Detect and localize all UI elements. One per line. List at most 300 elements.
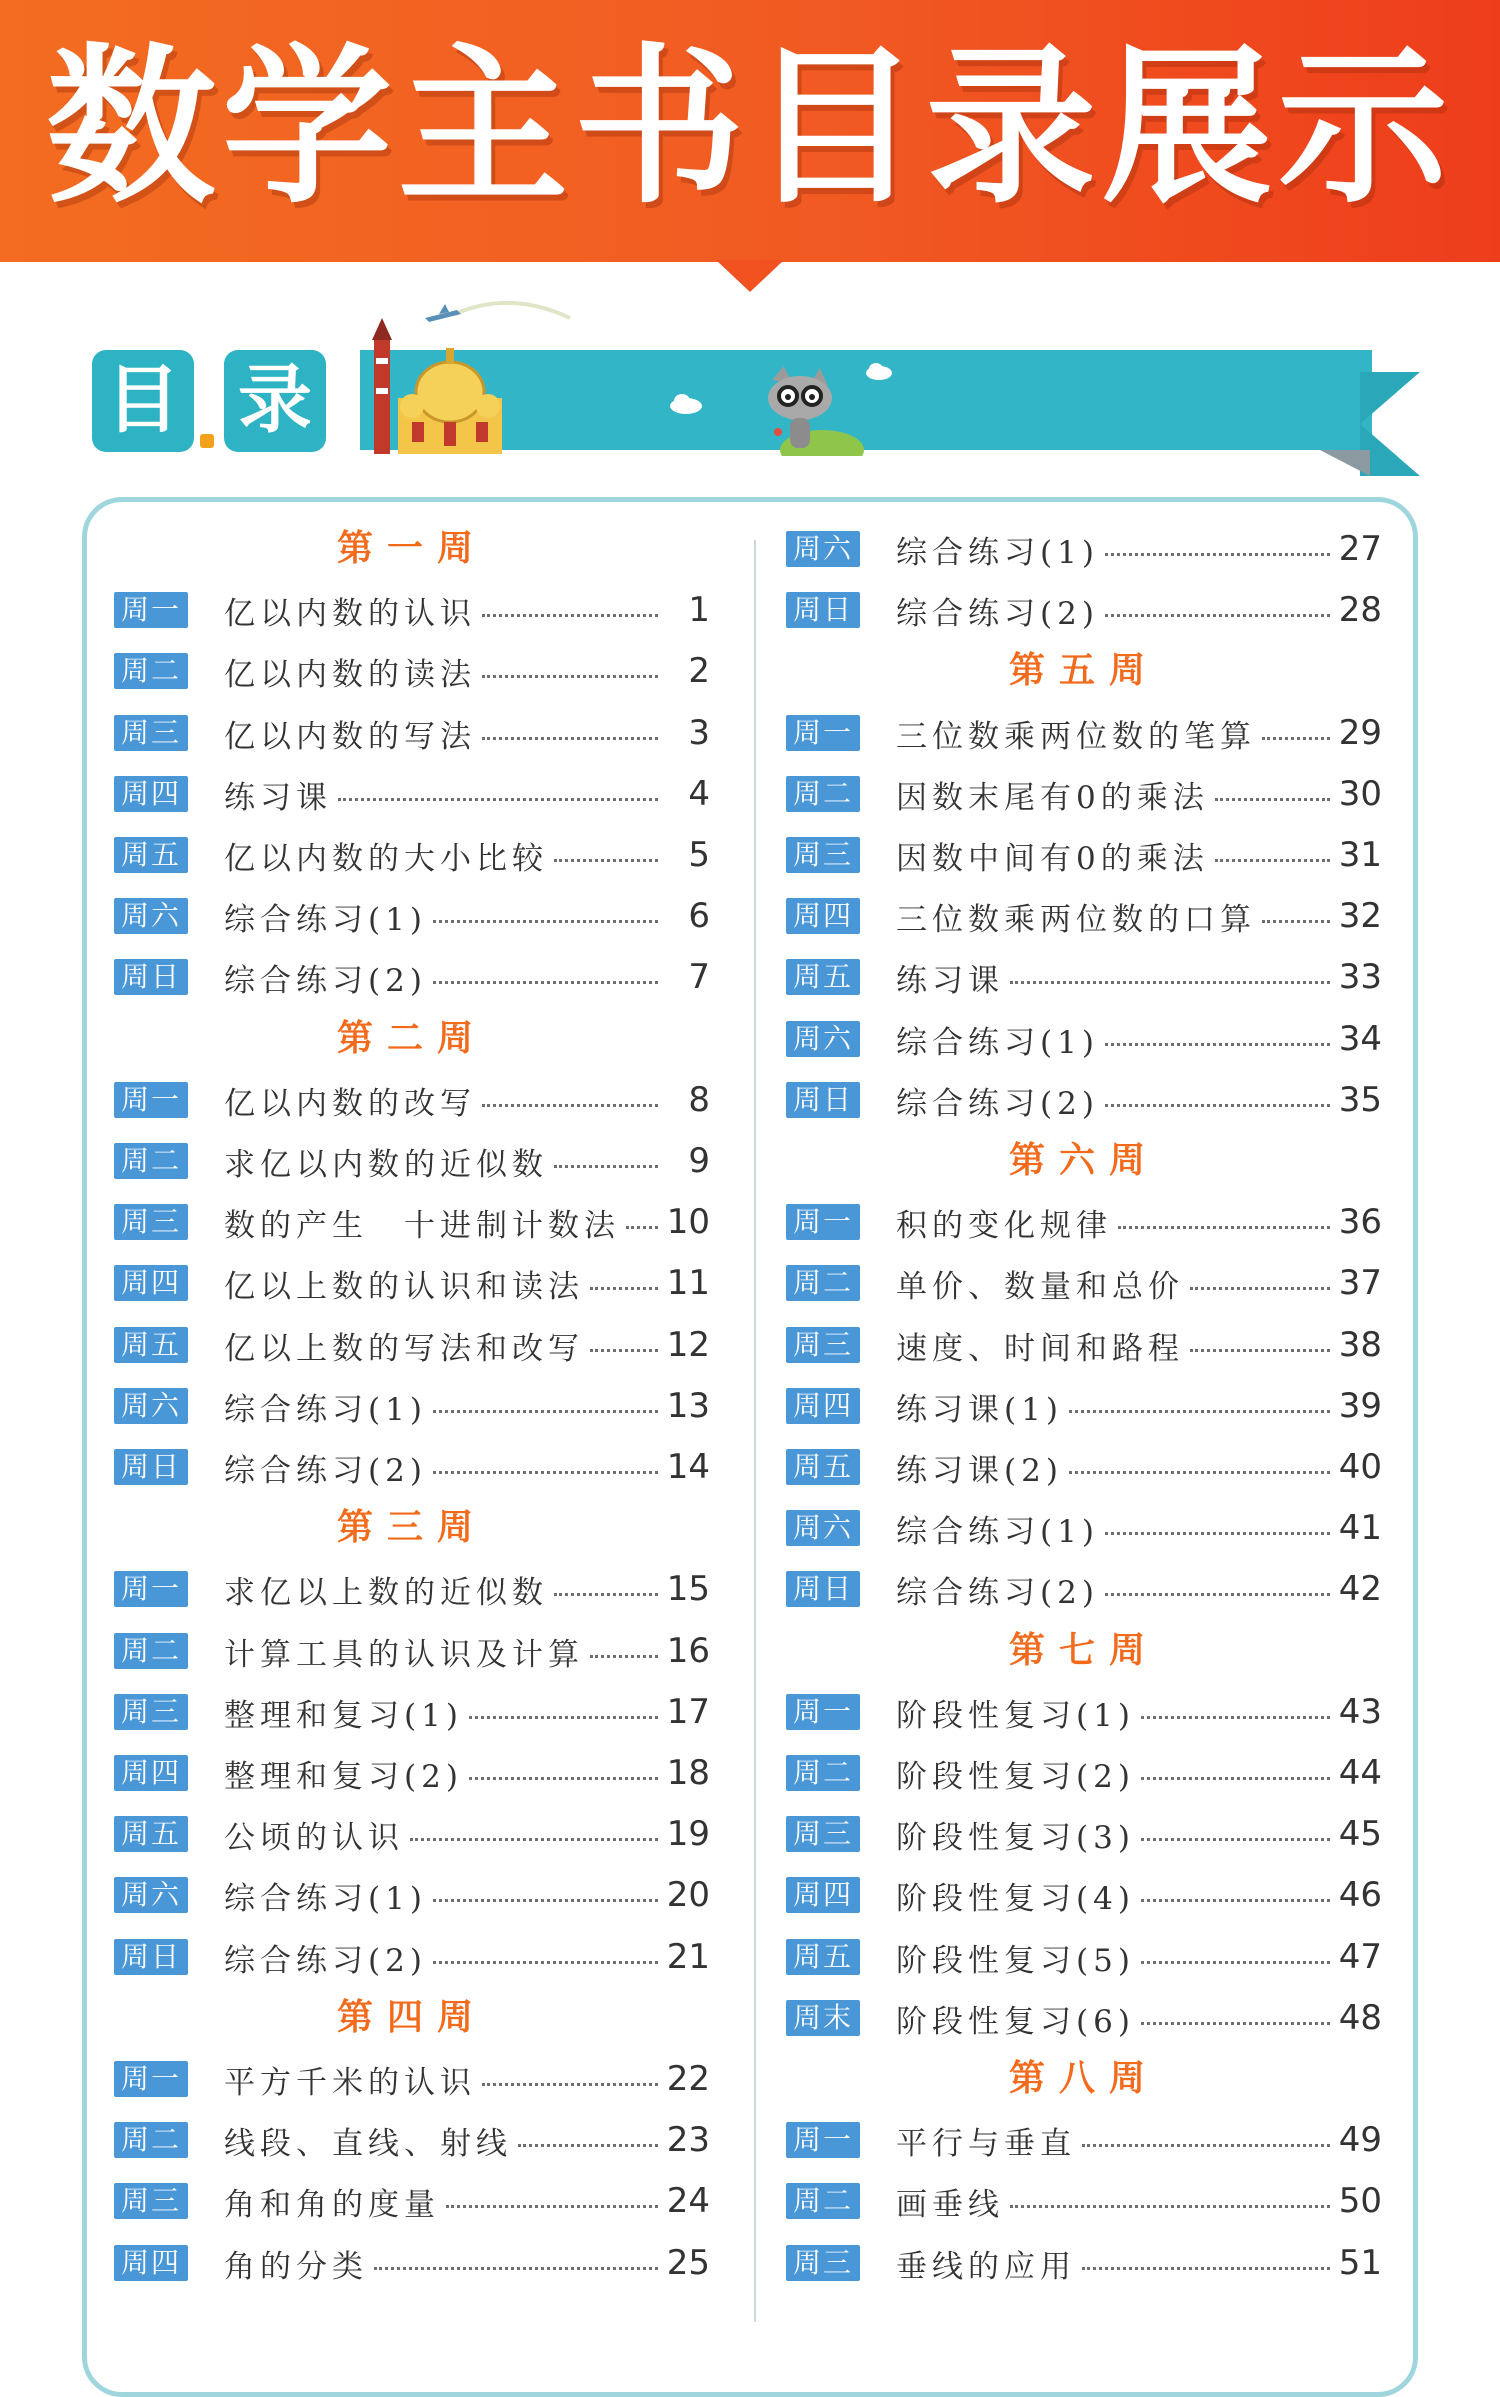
toc-entry <box>224 1567 710 1611</box>
lesson-title: 阶段性复习(4) <box>896 1880 1135 1917</box>
dot-leader <box>590 1287 658 1290</box>
lesson-title: 数的产生 十进制计数法 <box>224 1207 620 1244</box>
page-number: 15 <box>666 1569 710 1609</box>
toc-entry <box>896 711 1382 755</box>
lesson-title: 综合练习(2) <box>896 1574 1099 1611</box>
day-badge: 周日 <box>114 1939 188 1975</box>
toc-entry <box>896 527 1382 571</box>
page-number: 18 <box>666 1753 710 1793</box>
week-heading: 第二周 <box>336 1018 487 1059</box>
dot-leader <box>1010 2205 1330 2208</box>
week-heading: 第八周 <box>1008 2058 1159 2099</box>
lesson-title: 整理和复习(2) <box>224 1758 463 1795</box>
lesson-title: 速度、时间和路程 <box>896 1330 1184 1367</box>
day-badge: 周一 <box>786 2122 860 2158</box>
day-badge: 周六 <box>114 898 188 934</box>
toc-entry <box>224 833 710 877</box>
toc-row <box>114 1384 710 1428</box>
toc-entry <box>224 1323 710 1367</box>
toc-entry <box>896 1506 1382 1550</box>
dot-leader <box>1141 1716 1330 1719</box>
toc-entry <box>896 1935 1382 1979</box>
toc-entry <box>224 1261 710 1305</box>
lesson-title: 三位数乘两位数的笔算 <box>896 718 1256 755</box>
lesson-title: 阶段性复习(3) <box>896 1819 1135 1856</box>
lesson-title: 练习课(1) <box>896 1391 1063 1428</box>
lesson-title: 综合练习(2) <box>224 962 427 999</box>
dot-leader <box>554 1165 658 1168</box>
dot-leader <box>1105 1043 1330 1046</box>
page-number: 14 <box>666 1447 710 1487</box>
day-badge: 周四 <box>114 1265 188 1301</box>
toc-entry <box>896 833 1382 877</box>
lesson-title: 阶段性复习(5) <box>896 1942 1135 1979</box>
page-number: 22 <box>666 2059 710 2099</box>
toc-row <box>114 588 710 632</box>
page-number: 38 <box>1338 1325 1382 1365</box>
lesson-title: 亿以内数的改写 <box>224 1085 476 1122</box>
toc-row <box>114 1261 710 1305</box>
toc-entry <box>224 2179 710 2223</box>
week-heading: 第四周 <box>336 1997 487 2038</box>
day-badge: 周三 <box>786 1816 860 1852</box>
day-badge: 周六 <box>786 531 860 567</box>
dot-leader <box>1141 1777 1330 1780</box>
day-badge: 周五 <box>786 959 860 995</box>
toc-row <box>786 1261 1382 1305</box>
page-number: 17 <box>666 1692 710 1732</box>
mulu-dot <box>200 434 214 448</box>
page-number: 20 <box>666 1875 710 1915</box>
day-badge: 周三 <box>114 2183 188 2219</box>
dot-leader <box>1141 1899 1330 1902</box>
cloud-icon <box>864 362 894 380</box>
day-badge: 周五 <box>114 837 188 873</box>
toc-entry <box>896 588 1382 632</box>
toc-row <box>114 772 710 816</box>
lesson-title: 单价、数量和总价 <box>896 1268 1184 1305</box>
toc-row <box>114 711 710 755</box>
dot-leader <box>1190 1287 1330 1290</box>
toc-row <box>114 2179 710 2223</box>
toc-entry <box>896 2118 1382 2162</box>
page-number: 19 <box>666 1814 710 1854</box>
lesson-title: 综合练习(2) <box>224 1942 427 1979</box>
toc-row <box>114 2241 710 2285</box>
dot-leader <box>1141 1961 1330 1964</box>
page-number: 34 <box>1338 1019 1382 1059</box>
dot-leader <box>1262 920 1330 923</box>
lesson-title: 线段、直线、射线 <box>224 2125 512 2162</box>
day-badge: 周日 <box>786 1082 860 1118</box>
toc-entry <box>224 1812 710 1856</box>
day-badge: 周日 <box>114 959 188 995</box>
dot-leader <box>1190 1349 1330 1352</box>
dot-leader <box>590 1655 658 1658</box>
dot-leader <box>1141 2022 1330 2025</box>
toc-row <box>786 955 1382 999</box>
dot-leader <box>446 2205 658 2208</box>
lesson-title: 垂线的应用 <box>896 2248 1076 2285</box>
lesson-title: 阶段性复习(1) <box>896 1697 1135 1734</box>
day-badge: 周五 <box>786 1939 860 1975</box>
lesson-title: 整理和复习(1) <box>224 1697 463 1734</box>
dot-leader <box>1105 1593 1330 1596</box>
page-number: 11 <box>666 1263 710 1303</box>
lesson-title: 亿以内数的写法 <box>224 718 476 755</box>
toc-row <box>114 1200 710 1244</box>
page-number: 51 <box>1338 2243 1382 2283</box>
toc-entry <box>896 2241 1382 2285</box>
day-badge: 周六 <box>114 1877 188 1913</box>
page-number: 6 <box>688 896 710 936</box>
day-badge: 周五 <box>786 1449 860 1485</box>
dot-leader <box>1105 1104 1330 1107</box>
page-number: 31 <box>1338 835 1382 875</box>
lesson-title: 综合练习(2) <box>224 1452 427 1489</box>
toc-entry <box>896 1261 1382 1305</box>
page-number: 43 <box>1338 1692 1382 1732</box>
lesson-title: 练习课(2) <box>896 1452 1063 1489</box>
dot-leader <box>374 2267 658 2270</box>
page-number: 24 <box>666 2181 710 2221</box>
page-number: 3 <box>688 713 710 753</box>
lesson-title: 亿以内数的读法 <box>224 656 476 693</box>
lesson-title: 平行与垂直 <box>896 2125 1076 2162</box>
toc-row <box>114 2057 710 2101</box>
dot-leader <box>433 1410 658 1413</box>
toc-entry <box>224 649 710 693</box>
toc-entry <box>224 1445 710 1489</box>
toc-entry <box>896 1323 1382 1367</box>
toc-row <box>786 1690 1382 1734</box>
toc-entry <box>224 1139 710 1183</box>
day-badge: 周一 <box>786 1694 860 1730</box>
day-badge: 周三 <box>114 715 188 751</box>
dot-leader <box>338 798 658 801</box>
day-badge: 周二 <box>114 1143 188 1179</box>
page-number: 2 <box>688 651 710 691</box>
toc-entry <box>896 1200 1382 1244</box>
toc-row <box>786 1751 1382 1795</box>
mascot-illustration <box>752 366 864 456</box>
day-badge: 周三 <box>114 1204 188 1240</box>
day-badge: 周三 <box>786 2245 860 2281</box>
day-badge: 周四 <box>114 1755 188 1791</box>
dot-leader <box>469 1777 658 1780</box>
lesson-title: 亿以内数的认识 <box>224 595 476 632</box>
toc-entry <box>896 2179 1382 2223</box>
page-number: 50 <box>1338 2181 1382 2221</box>
dot-leader <box>1262 737 1330 740</box>
dot-leader <box>482 1104 658 1107</box>
lesson-title: 综合练习(1) <box>896 1513 1099 1550</box>
day-badge: 周四 <box>786 1388 860 1424</box>
day-badge: 周末 <box>786 2000 860 2036</box>
toc-entry <box>896 1384 1382 1428</box>
page-number: 27 <box>1338 529 1382 569</box>
dot-leader <box>469 1716 658 1719</box>
toc-entry <box>224 1751 710 1795</box>
day-badge: 周六 <box>786 1021 860 1057</box>
day-badge: 周二 <box>114 1633 188 1669</box>
page-number: 39 <box>1338 1386 1382 1426</box>
day-badge: 周日 <box>786 592 860 628</box>
lesson-title: 求亿以上数的近似数 <box>224 1574 548 1611</box>
toc-entry <box>896 1873 1382 1917</box>
dot-leader <box>1215 859 1330 862</box>
lesson-title: 因数中间有0的乘法 <box>896 840 1209 877</box>
toc-row <box>786 1812 1382 1856</box>
toc-row <box>786 1384 1382 1428</box>
lesson-title: 角和角的度量 <box>224 2186 440 2223</box>
dot-leader <box>590 1349 658 1352</box>
page-number: 46 <box>1338 1875 1382 1915</box>
lesson-title: 因数末尾有0的乘法 <box>896 779 1209 816</box>
toc-row <box>114 1935 710 1979</box>
toc-row <box>786 894 1382 938</box>
lesson-title: 阶段性复习(6) <box>896 2003 1135 2040</box>
day-badge: 周二 <box>786 2183 860 2219</box>
day-badge: 周三 <box>786 837 860 873</box>
lesson-title: 三位数乘两位数的口算 <box>896 901 1256 938</box>
lesson-title: 练习课 <box>896 962 1004 999</box>
toc-row <box>114 2118 710 2162</box>
page-number: 8 <box>688 1080 710 1120</box>
page-number: 40 <box>1338 1447 1382 1487</box>
lesson-title: 公顷的认识 <box>224 1819 404 1856</box>
toc-entry <box>224 1690 710 1734</box>
day-badge: 周五 <box>114 1816 188 1852</box>
day-badge: 周一 <box>114 1571 188 1607</box>
toc-entry <box>224 2118 710 2162</box>
dot-leader <box>482 2083 658 2086</box>
page-number: 35 <box>1338 1080 1382 1120</box>
toc-entry <box>896 1017 1382 1061</box>
toc-entry <box>224 711 710 755</box>
day-badge: 周六 <box>114 1388 188 1424</box>
toc-row <box>786 588 1382 632</box>
day-badge: 周四 <box>786 1877 860 1913</box>
page-number: 32 <box>1338 896 1382 936</box>
toc-row <box>114 1812 710 1856</box>
lesson-title: 亿以上数的认识和读法 <box>224 1268 584 1305</box>
toc-row <box>786 2241 1382 2285</box>
toc-entry <box>224 1873 710 1917</box>
page-number: 10 <box>666 1202 710 1242</box>
toc-row <box>114 1323 710 1367</box>
toc-entry <box>224 1384 710 1428</box>
page-number: 33 <box>1338 957 1382 997</box>
page-number: 9 <box>688 1141 710 1181</box>
lesson-title: 积的变化规律 <box>896 1207 1112 1244</box>
palace-illustration <box>368 318 508 454</box>
toc-row <box>786 2118 1382 2162</box>
lesson-title: 亿以上数的写法和改写 <box>224 1330 584 1367</box>
lesson-title: 亿以内数的大小比较 <box>224 840 548 877</box>
page-number: 44 <box>1338 1753 1382 1793</box>
day-badge: 周二 <box>114 2122 188 2158</box>
page-number: 21 <box>666 1937 710 1977</box>
dot-leader <box>482 614 658 617</box>
lesson-title: 计算工具的认识及计算 <box>224 1636 584 1673</box>
week-heading: 第一周 <box>336 528 487 569</box>
day-badge: 周四 <box>114 776 188 812</box>
day-badge: 周日 <box>786 1571 860 1607</box>
toc-row <box>114 1567 710 1611</box>
toc-entry <box>896 1567 1382 1611</box>
dot-leader <box>554 1593 658 1596</box>
dot-leader <box>554 859 658 862</box>
lesson-title: 画垂线 <box>896 2186 1004 2223</box>
dot-leader <box>433 920 658 923</box>
day-badge: 周二 <box>786 1755 860 1791</box>
dot-leader <box>1141 1838 1330 1841</box>
toc-row <box>786 1567 1382 1611</box>
dot-leader <box>433 1471 658 1474</box>
dot-leader <box>410 1838 658 1841</box>
toc-row <box>114 1078 710 1122</box>
toc-entry <box>896 1996 1382 2040</box>
lesson-title: 阶段性复习(2) <box>896 1758 1135 1795</box>
toc-entry <box>896 1690 1382 1734</box>
toc-row <box>786 1078 1382 1122</box>
column-divider <box>754 540 756 2322</box>
toc-row <box>114 1629 710 1673</box>
page-number: 48 <box>1338 1998 1382 2038</box>
toc-entry <box>896 894 1382 938</box>
day-badge: 周一 <box>114 1082 188 1118</box>
cloud-icon <box>668 392 704 414</box>
day-badge: 周四 <box>114 2245 188 2281</box>
toc-row <box>786 1017 1382 1061</box>
dot-leader <box>626 1226 658 1229</box>
day-badge: 周二 <box>786 1265 860 1301</box>
mulu-box-2: 录 <box>224 350 326 452</box>
toc-row <box>786 1323 1382 1367</box>
day-badge: 周一 <box>114 2061 188 2097</box>
page-number: 13 <box>666 1386 710 1426</box>
toc-entry <box>224 2241 710 2285</box>
dot-leader <box>482 737 658 740</box>
toc-entry <box>896 955 1382 999</box>
page-number: 45 <box>1338 1814 1382 1854</box>
week-heading: 第七周 <box>1008 1630 1159 1671</box>
toc-entry <box>224 772 710 816</box>
page-number: 23 <box>666 2120 710 2160</box>
toc-entry <box>896 1812 1382 1856</box>
toc-entry <box>896 1078 1382 1122</box>
page-number: 29 <box>1338 713 1382 753</box>
page-number: 49 <box>1338 2120 1382 2160</box>
page-number: 1 <box>688 590 710 630</box>
page-number: 47 <box>1338 1937 1382 1977</box>
lesson-title: 综合练习(1) <box>224 1391 427 1428</box>
day-badge: 周日 <box>114 1449 188 1485</box>
lesson-title: 角的分类 <box>224 2248 368 2285</box>
toc-row <box>114 894 710 938</box>
page-number: 5 <box>688 835 710 875</box>
page-number: 36 <box>1338 1202 1382 1242</box>
dot-leader <box>1105 614 1330 617</box>
dot-leader <box>1082 2267 1330 2270</box>
lesson-title: 综合练习(2) <box>896 595 1099 632</box>
week-heading: 第五周 <box>1008 650 1159 691</box>
toc-row <box>786 1873 1382 1917</box>
page-number: 37 <box>1338 1263 1382 1303</box>
week-heading: 第三周 <box>336 1507 487 1548</box>
toc-row <box>114 955 710 999</box>
dot-leader <box>1105 1532 1330 1535</box>
dot-leader <box>433 981 658 984</box>
day-badge: 周一 <box>786 1204 860 1240</box>
toc-row <box>786 1445 1382 1489</box>
toc-row <box>786 1996 1382 2040</box>
page-number: 41 <box>1338 1508 1382 1548</box>
lesson-title: 综合练习(1) <box>896 1024 1099 1061</box>
page-number: 25 <box>666 2243 710 2283</box>
toc-entry <box>896 1445 1382 1489</box>
toc-row <box>786 1935 1382 1979</box>
day-badge: 周三 <box>114 1694 188 1730</box>
dot-leader <box>1010 981 1330 984</box>
lesson-title: 综合练习(1) <box>224 901 427 938</box>
toc-row <box>114 1445 710 1489</box>
day-badge: 周三 <box>786 1327 860 1363</box>
toc-row <box>114 1873 710 1917</box>
day-badge: 周六 <box>786 1510 860 1546</box>
page-number: 42 <box>1338 1569 1382 1609</box>
mulu-box-1: 目 <box>92 350 194 452</box>
toc-row <box>786 2179 1382 2223</box>
lesson-title: 练习课 <box>224 779 332 816</box>
toc-row <box>114 649 710 693</box>
toc-row <box>114 833 710 877</box>
toc-entry <box>224 1200 710 1244</box>
dot-leader <box>1069 1471 1330 1474</box>
toc-row <box>786 772 1382 816</box>
toc-row <box>786 833 1382 877</box>
dot-leader <box>1082 2144 1330 2147</box>
toc-row <box>114 1751 710 1795</box>
toc-entry <box>224 1629 710 1673</box>
dot-leader <box>433 1899 658 1902</box>
lesson-title: 求亿以内数的近似数 <box>224 1146 548 1183</box>
toc-row <box>786 1506 1382 1550</box>
toc-row <box>114 1139 710 1183</box>
toc-entry <box>224 1935 710 1979</box>
toc-entry <box>896 772 1382 816</box>
dot-leader <box>1118 1226 1330 1229</box>
page-number: 16 <box>666 1631 710 1671</box>
toc-entry <box>224 588 710 632</box>
toc-entry <box>896 1751 1382 1795</box>
dot-leader <box>1105 553 1330 556</box>
toc-entry <box>224 1078 710 1122</box>
week-heading: 第六周 <box>1008 1140 1159 1181</box>
banner-notch <box>716 260 784 292</box>
day-badge: 周五 <box>114 1327 188 1363</box>
page-number: 7 <box>688 957 710 997</box>
toc-entry <box>224 955 710 999</box>
ribbon-fold <box>1320 450 1370 476</box>
toc-row <box>114 1690 710 1734</box>
toc-entry <box>224 2057 710 2101</box>
dot-leader <box>482 675 658 678</box>
day-badge: 周二 <box>786 776 860 812</box>
dot-leader <box>1215 798 1330 801</box>
toc-row <box>786 1200 1382 1244</box>
